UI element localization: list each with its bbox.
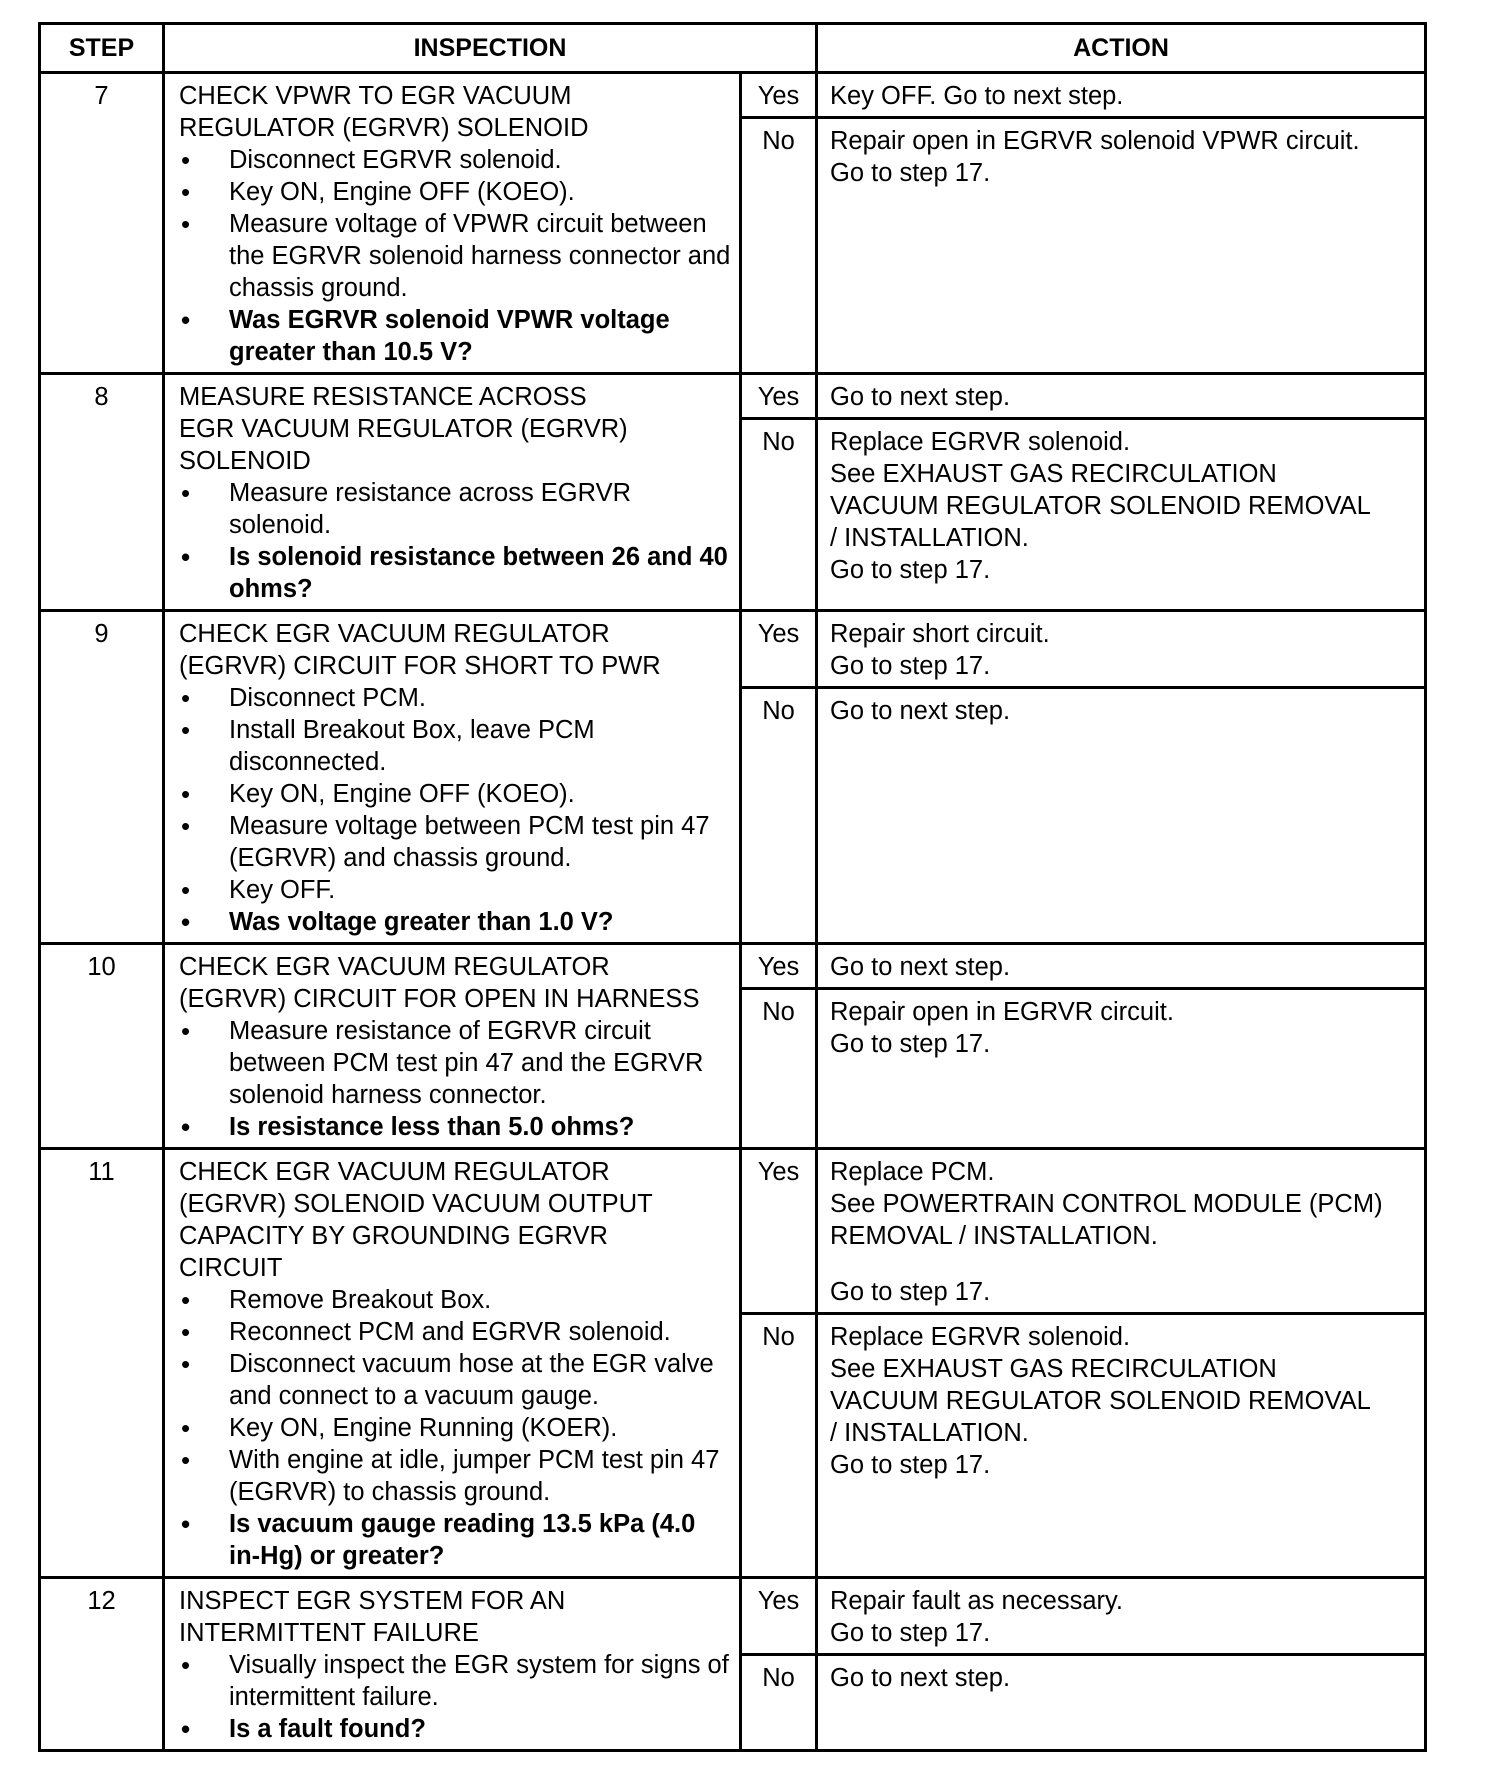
yes-action-line: Replace PCM. [830, 1158, 995, 1186]
inspection-question: • Is resistance less than 5.0 ohms? [179, 1111, 731, 1143]
inspection-question: • Is vacuum gauge reading 13.5 kPa (4.0 in-Hg) or greater? [179, 1508, 731, 1572]
inspection-bullet: • Key ON, Engine OFF (KOEO). [179, 176, 731, 208]
inspection-bullet: • Key OFF. [179, 874, 731, 906]
no-action [817, 419, 1426, 611]
no-action-line: Replace EGRVR solenoid. [830, 428, 1131, 456]
step-row-yes [40, 1578, 1426, 1655]
no-action-line: Go to step 17. [830, 159, 991, 187]
no-action [817, 989, 1426, 1149]
inspection-bullets [179, 682, 731, 938]
no-label: No [741, 688, 817, 944]
inspection-bullets [179, 1284, 731, 1572]
inspection-cell [164, 374, 741, 611]
inspection-question: • Was voltage greater than 1.0 V? [179, 906, 731, 938]
step-number: 9 [40, 611, 164, 944]
no-label: No [741, 1655, 817, 1751]
no-action-line: Replace EGRVR solenoid. [830, 1323, 1131, 1351]
inspection-title-line: (EGRVR) CIRCUIT FOR OPEN IN HARNESS [179, 985, 700, 1013]
yes-action-line: Go to step 17. [830, 1278, 991, 1306]
inspection-cell [164, 944, 741, 1149]
no-action-line: / INSTALLATION. [830, 1419, 1029, 1447]
no-label: No [741, 118, 817, 374]
inspection-bullet: • Key ON, Engine OFF (KOEO). [179, 778, 731, 810]
no-action-line: Repair open in EGRVR solenoid VPWR circuit. [830, 127, 1360, 155]
action-header: ACTION [817, 24, 1426, 73]
inspection-title-line: MEASURE RESISTANCE ACROSS [179, 383, 587, 411]
step-header: STEP [40, 24, 164, 73]
yes-action [817, 1149, 1426, 1314]
no-label: No [741, 419, 817, 611]
yes-action-line [830, 1252, 1418, 1276]
inspection-title-line: CAPACITY BY GROUNDING EGRVR [179, 1222, 608, 1250]
inspection-bullet: • Key ON, Engine Running (KOER). [179, 1412, 731, 1444]
inspection-title-line: (EGRVR) SOLENOID VACUUM OUTPUT [179, 1190, 653, 1218]
yes-action-line: Repair fault as necessary. [830, 1587, 1123, 1615]
inspection-bullet: • Remove Breakout Box. [179, 1284, 731, 1316]
inspection-title-line: REGULATOR (EGRVR) SOLENOID [179, 114, 589, 142]
inspection-bullet: • Measure voltage between PCM test pin 47 (EGRVR) and chassis ground. [179, 810, 731, 874]
no-action-line: See EXHAUST GAS RECIRCULATION [830, 1355, 1277, 1383]
yes-action-line: Repair short circuit. [830, 620, 1050, 648]
step-number: 7 [40, 73, 164, 374]
header-row [40, 24, 1426, 73]
yes-action-line: Go to next step. [830, 953, 1011, 981]
no-action-line: / INSTALLATION. [830, 524, 1029, 552]
inspection-bullet: • Measure resistance of EGRVR circuit between PCM test pin 47 and the EGRVR solenoid harness connector. [179, 1015, 731, 1111]
inspection-title-line: CIRCUIT [179, 1254, 283, 1282]
step-number: 12 [40, 1578, 164, 1751]
inspection-bullet: • With engine at idle, jumper PCM test pin 47 (EGRVR) to chassis ground. [179, 1444, 731, 1508]
no-action-line: Go to step 17. [830, 556, 991, 584]
yes-label: Yes [741, 944, 817, 989]
no-action [817, 118, 1426, 374]
no-action-line: Go to next step. [830, 1664, 1011, 1692]
inspection-bullet: • Install Breakout Box, leave PCM disconnected. [179, 714, 731, 778]
step-row-yes [40, 374, 1426, 419]
step-row-yes [40, 944, 1426, 989]
inspection-title-line: CHECK VPWR TO EGR VACUUM [179, 82, 572, 110]
yes-action [817, 944, 1426, 989]
inspection-title-line: EGR VACUUM REGULATOR (EGRVR) [179, 415, 628, 443]
yes-action-line: Key OFF. Go to next step. [830, 82, 1124, 110]
no-action [817, 1655, 1426, 1751]
yes-action-line: Go to step 17. [830, 652, 991, 680]
inspection-title-line: CHECK EGR VACUUM REGULATOR [179, 1158, 610, 1186]
yes-action [817, 1578, 1426, 1655]
yes-label: Yes [741, 73, 817, 118]
table-body [40, 73, 1426, 1751]
inspection-title-line: CHECK EGR VACUUM REGULATOR [179, 953, 610, 981]
yes-action-line: See POWERTRAIN CONTROL MODULE (PCM) [830, 1190, 1383, 1218]
inspection-bullet: • Visually inspect the EGR system for signs of intermittent failure. [179, 1649, 731, 1713]
no-label: No [741, 989, 817, 1149]
inspection-cell [164, 611, 741, 944]
no-action-line: Go to step 17. [830, 1451, 991, 1479]
step-number: 11 [40, 1149, 164, 1578]
inspection-header: INSPECTION [164, 24, 817, 73]
no-action [817, 1314, 1426, 1578]
diagnostic-table [38, 22, 1427, 1752]
inspection-question: • Is a fault found? [179, 1713, 731, 1745]
inspection-title-line: SOLENOID [179, 447, 311, 475]
inspection-cell [164, 73, 741, 374]
inspection-question: • Is solenoid resistance between 26 and 40 ohms? [179, 541, 731, 605]
inspection-bullet: • Measure resistance across EGRVR solenoid. [179, 477, 731, 541]
no-action-line: Repair open in EGRVR circuit. [830, 998, 1174, 1026]
yes-label: Yes [741, 611, 817, 688]
inspection-question: • Was EGRVR solenoid VPWR voltage greater than 10.5 V? [179, 304, 731, 368]
inspection-title-line: INTERMITTENT FAILURE [179, 1619, 479, 1647]
step-number: 10 [40, 944, 164, 1149]
inspection-bullet: • Reconnect PCM and EGRVR solenoid. [179, 1316, 731, 1348]
inspection-bullet: • Measure voltage of VPWR circuit between the EGRVR solenoid harness connector and chassis ground. [179, 208, 731, 304]
yes-label: Yes [741, 374, 817, 419]
yes-action-line: Go to step 17. [830, 1619, 991, 1647]
step-number: 8 [40, 374, 164, 611]
inspection-title-line: INSPECT EGR SYSTEM FOR AN [179, 1587, 566, 1615]
no-action-line: Go to next step. [830, 697, 1011, 725]
inspection-bullets [179, 477, 731, 605]
yes-action-line: Go to next step. [830, 383, 1011, 411]
yes-action [817, 611, 1426, 688]
yes-action [817, 73, 1426, 118]
inspection-title-line: (EGRVR) CIRCUIT FOR SHORT TO PWR [179, 652, 661, 680]
no-action [817, 688, 1426, 944]
inspection-title-line: CHECK EGR VACUUM REGULATOR [179, 620, 610, 648]
inspection-cell [164, 1149, 741, 1578]
no-label: No [741, 1314, 817, 1578]
yes-action [817, 374, 1426, 419]
no-action-line: VACUUM REGULATOR SOLENOID REMOVAL [830, 1387, 1371, 1415]
step-row-yes [40, 611, 1426, 688]
inspection-cell [164, 1578, 741, 1751]
no-action-line: Go to step 17. [830, 1030, 991, 1058]
inspection-bullet: • Disconnect PCM. [179, 682, 731, 714]
yes-label: Yes [741, 1578, 817, 1655]
inspection-bullets [179, 1015, 731, 1143]
step-row-yes [40, 73, 1426, 118]
yes-label: Yes [741, 1149, 817, 1314]
no-action-line: VACUUM REGULATOR SOLENOID REMOVAL [830, 492, 1371, 520]
no-action-line: See EXHAUST GAS RECIRCULATION [830, 460, 1277, 488]
step-row-yes [40, 1149, 1426, 1314]
inspection-bullets [179, 144, 731, 368]
inspection-bullet: • Disconnect EGRVR solenoid. [179, 144, 731, 176]
inspection-bullet: • Disconnect vacuum hose at the EGR valve and connect to a vacuum gauge. [179, 1348, 731, 1412]
yes-action-line: REMOVAL / INSTALLATION. [830, 1222, 1158, 1250]
inspection-bullets [179, 1649, 731, 1745]
